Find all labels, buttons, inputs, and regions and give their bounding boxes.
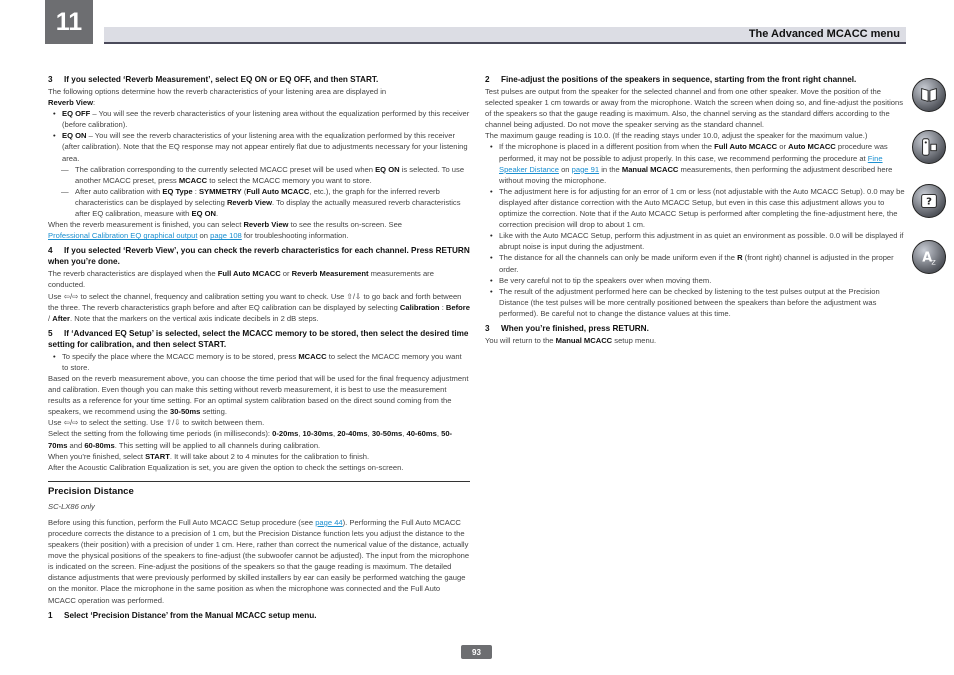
right-bullet-1: • If the microphone is placed in a different position from when the Full Auto MCACC or Auto MCACC procedure was performed, it may not be possible to adjust properly. In this case, we recommend performing the procedure at Fine Speaker Distance on page 91 in the Manual MCACC measurements, then performing the adjustment described here without moving the microphone. <box>485 141 907 185</box>
svg-text:A: A <box>922 250 933 266</box>
right-column <box>485 74 907 346</box>
step-5-heading: 5 If ‘Advanced EQ Setup’ is selected, select the MCACC memory to be stored, then select the desired time setting for calibration, and then select START. <box>48 328 469 349</box>
step-4-heading: 4 If you selected ‘Reverb View’, you can check the reverb characteristics for each channel. Press RETURN when you’re done. <box>48 246 470 267</box>
model-note: SC-LX86 only <box>48 501 95 511</box>
question-tools-icon[interactable] <box>912 184 946 218</box>
right-bullet-6: • The result of the adjustment performed here can be checked by listening to the test pulses output at the Precision Distance (the test pulses will be more centrally positioned between the speakers than before the adjustment was performed). Be careful not to change the distance values at this time. <box>485 286 907 319</box>
step-5-para-1: Based on the reverb measurement above, you can choose the time period that will be used for the final frequency adjustment and calibration. Even though you can make this setting without reverb measurement, it is best to use the measurement results as a reference for your time setting. For an optimal system calibration based on the direct sound coming from the speakers, we recommend using the 30-50ms setting. <box>48 373 469 417</box>
right-step-3-para: You will return to the Manual MCACC setup menu. <box>485 335 657 345</box>
svg-text:?: ? <box>926 196 932 208</box>
right-step-3-heading: 3 When you’re finished, press RETURN. <box>485 323 649 333</box>
right-bullet-2: • The adjustment here is for adjusting for an error of 1 cm or less (not adjustable with the Auto MCACC Setup). 0.0 may be displayed after distance correction with the Auto MCACC Setup, but even in this case this adjustment allows you to optimize the correction. Note that if the Auto MCACC Setup is performed after completing the fine-adjustment here, the correction precision will drop to about 1 cm. <box>485 186 907 230</box>
header-bar <box>104 27 906 44</box>
link-page-91[interactable]: page 91 <box>571 164 600 174</box>
precision-distance-title: Precision Distance <box>48 485 134 497</box>
link-page-44[interactable]: page 44 <box>315 517 343 527</box>
step-3-heading: 3 If you selected ‘Reverb Measurement’, select EQ ON or EQ OFF, and then START. <box>48 75 379 84</box>
link-fine-speaker-distance[interactable]: Fine Speaker Distance <box>499 153 883 174</box>
eq-off-bullet: • EQ OFF – You will see the reverb characteristics of your listening area without the equalization performed by this receiver (before calibration). <box>48 108 470 130</box>
step-3-after: When the reverb measurement is finished, you can select Reverb View to see the results on-screen. See Professional Calibration EQ graphical output on page 108 for troubleshooting information. <box>48 220 403 241</box>
precision-distance-para: Before using this function, perform the Full Auto MCACC Setup procedure (see page 44). Performing the Full Auto MCACC procedure corrects the distance to a precision of 1 cm, but the Precision Distance function lets you adjust the distance to the speakers (their position) with a precision of under 1 cm. Here, rather than correct the numerical value of the distance, actually move the physical positions of the speakers to fine-adjust (the subwoofer cannot be adjusted). The input from the microphone is indicated on the screen. Fine-adjust the positions of the speakers so that the gauge reading is maximum. The detailed distance adjustments that were previously performed by skilled installers by ear can easily be performed watching the gauge on the monitor. Place the microphone in the same position as when the microphone was connected and the Full Auto MCACC operation was performed. <box>48 517 470 605</box>
link-page-108[interactable]: page 108 <box>210 231 242 241</box>
step-3-intro: The following options determine how the reverb characteristics of your listening area are displayed in Reverb View: <box>48 87 387 108</box>
left-column <box>48 74 470 622</box>
svg-text:Z: Z <box>931 258 936 267</box>
right-step-2-para-2: The maximum gauge reading is 10.0. (If the reading stays under 10.0, adjust the speaker for the maximum value.) <box>485 131 868 141</box>
dash-note-1: — The calibration corresponding to the currently selected MCACC preset will be used when EQ ON is selected. To use another MCACC preset, press MCACC to select the MCACC memory you want to store. <box>48 164 470 186</box>
eq-on-bullet: • EQ ON – You will see the reverb characteristics of your listening area with the equalization performed by this receiver (after calibration). Note that the EQ response may not appear entirely flat due to adjustments necessary for your listening area. <box>48 130 470 163</box>
step-5-bullet: • To specify the place where the MCACC memory is to be stored, press MCACC to select the MCACC memory you want to store. <box>48 351 470 373</box>
right-step-2-heading: 2 Fine-adjust the positions of the speakers in sequence, starting from the front right channel. <box>485 75 857 84</box>
right-step-2-para-1: Test pulses are output from the speaker for the selected channel and from one other speaker. Move the position of the selected speaker 1 cm towards or away from the microphone. Watch the screen when doing so, and fine-adjust the positions of the speakers so that the gauge reading is maximum. Also, the channel serving as the standard differs according to the channel being adjusted. Do not move the speaker serving as the standard channel. <box>485 87 904 130</box>
right-bullet-3: • Like with the Auto MCACC Setup, perform this adjustment in as quiet an environment as possible. 0.0 will be displayed if abrupt noise is input during the adjustment. <box>485 230 907 252</box>
precision-step-1-heading: 1 Select ‘Precision Distance’ from the Manual MCACC setup menu. <box>48 610 317 620</box>
book-icon[interactable] <box>912 78 946 112</box>
link-calibration-eq-output[interactable]: Professional Calibration EQ graphical output <box>48 231 198 241</box>
right-bullet-5: • Be very careful not to tip the speakers over when moving them. <box>485 275 907 286</box>
remote-control-icon[interactable] <box>912 130 946 164</box>
step-5-para-5: After the Acoustic Calibration Equalization is set, you are given the option to check the settings on-screen. <box>48 462 404 472</box>
index-icon[interactable] <box>912 240 946 274</box>
step-4-para-2: Use ⇦/⇨ to select the channel, frequency and calibration setting you want to check. Use ⇧/⇩ to go back and forth between the three. The reverb characteristics graph before and after EQ calibration can be displayed by selecting Calibration : Before / After. Note that the markers on the vertical axis indicate decibels in 2 dB steps. <box>48 291 470 323</box>
step-4-para-1: The reverb characteristics are displayed when the Full Auto MCACC or Reverb Measurement measurements are conducted. <box>48 269 434 290</box>
dash-note-2: — After auto calibration with EQ Type : SYMMETRY (Full Auto MCACC, etc.), the graph for the inferred reverb characteristics can be displayed by selecting Reverb View. To display the actually measured reverb characteristics after EQ calibration, measure with EQ ON. <box>48 186 470 219</box>
step-5-para-2: Use ⇦/⇨ to select the setting. Use ⇧/⇩ to switch between them. <box>48 418 265 428</box>
page-number: 93 <box>461 645 492 659</box>
step-5-para-4: When you’re finished, select START. It will take about 2 to 4 minutes for the calibration to finish. <box>48 451 370 461</box>
right-bullet-4: • The distance for all the channels can only be made uniform even if the R (front right) channel is adjusted in the proper order. <box>485 252 907 274</box>
step-5-para-3: Select the setting from the following time periods (in milliseconds): 0-20ms, 10-30ms, 20-40ms, 30-50ms, 40-60ms, 50-70ms and 60-80ms. This setting will be applied to all channels during calibration. <box>48 429 453 450</box>
header-title: The Advanced MCACC menu <box>748 28 900 40</box>
chapter-number: 11 <box>45 0 93 44</box>
precision-distance-section <box>48 481 470 621</box>
